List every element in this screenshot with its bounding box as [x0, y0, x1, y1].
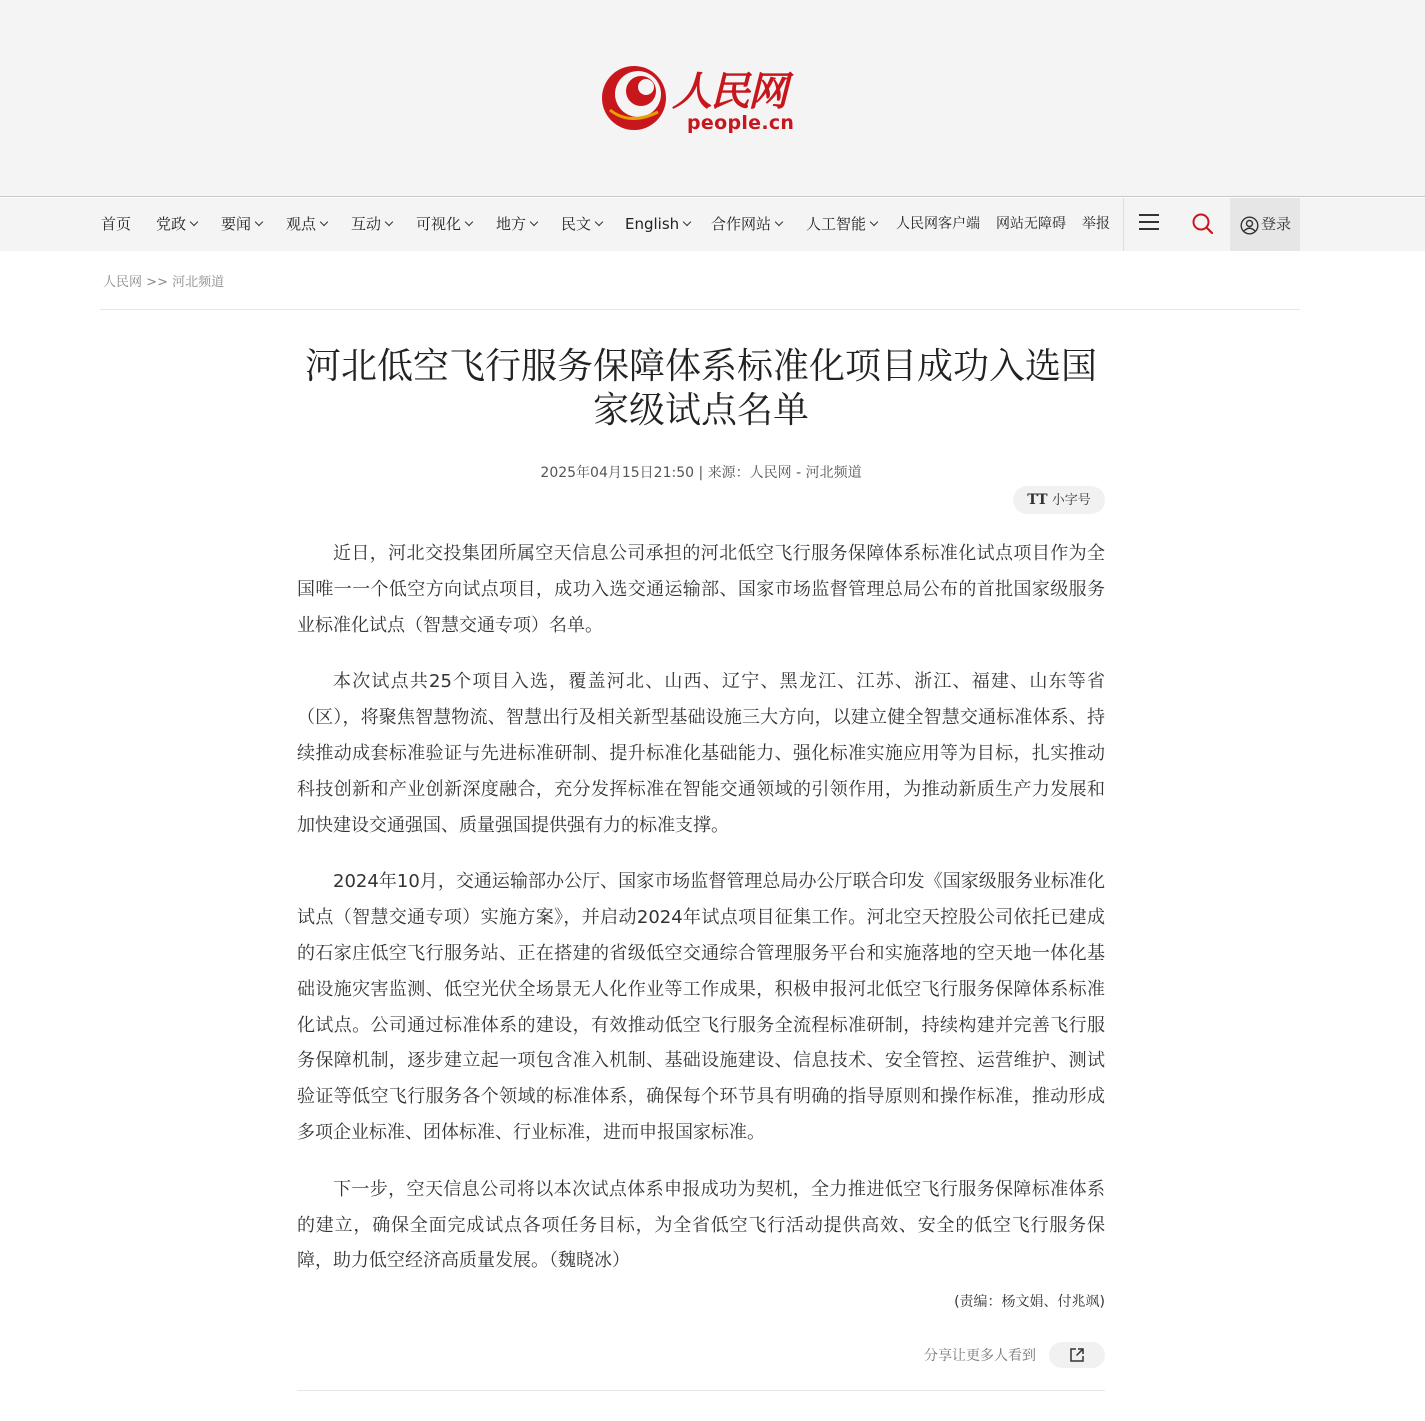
nav-item-ai[interactable]: 人工智能 [806, 198, 877, 251]
divider [297, 1390, 1105, 1391]
divider [100, 309, 1300, 310]
breadcrumb-separator: >> [146, 275, 168, 290]
share-button[interactable] [1049, 1342, 1105, 1368]
logo-swirl-icon [600, 60, 670, 132]
hamburger-icon[interactable] [1139, 214, 1159, 234]
article-paragraph: 近日，河北交投集团所属空天信息公司承担的河北低空飞行服务保障体系标准化试点项目作为全国唯一一个低空方向试点项目，成功入选交通运输部、国家市场监督管理总局公布的首批国家级服务业标准化试点（智慧交通专项）名单。 [297, 543, 1105, 636]
search-icon[interactable] [1190, 211, 1216, 237]
logo-domain: people.cn [687, 112, 795, 134]
nav-item-home[interactable]: 首页 [101, 215, 132, 233]
nav-item-party-gov[interactable]: 党政 [156, 198, 197, 251]
chevron-down-icon [320, 218, 328, 226]
chevron-down-icon [255, 218, 263, 226]
nav-item-interact[interactable]: 互动 [351, 198, 392, 251]
nav-item-report[interactable]: 举报 [1082, 216, 1110, 232]
breadcrumb-home[interactable]: 人民网 [103, 275, 143, 290]
login-button[interactable] [1230, 198, 1300, 251]
nav-item-accessibility[interactable]: 网站无障碍 [996, 216, 1066, 232]
article-meta: 2025年04月15日21:50 | 来源：人民网 - 河北频道 [540, 465, 862, 481]
share-icon [1069, 1347, 1085, 1363]
article-title: 河北低空飞行服务保障体系标准化项目成功入选国家级试点名单 [304, 346, 1097, 431]
nav-item-headlines[interactable]: 要闻 [221, 198, 262, 251]
chevron-down-icon [683, 218, 691, 226]
chevron-down-icon [775, 218, 783, 226]
nav-item-partners[interactable]: 合作网站 [711, 198, 782, 251]
user-icon [1240, 216, 1259, 235]
font-size-label: 小字号 [1051, 493, 1091, 508]
site-header [0, 0, 1425, 197]
breadcrumb [103, 271, 224, 290]
chevron-down-icon [190, 218, 198, 226]
font-size-icon: TT [1027, 492, 1048, 508]
chevron-down-icon [465, 218, 473, 226]
article-editor: (责编：杨文娟、付兆飒) [954, 1294, 1105, 1310]
login-label: 登录 [1261, 215, 1292, 233]
main-nav [0, 198, 1425, 251]
chevron-down-icon [870, 218, 878, 226]
chevron-down-icon [595, 218, 603, 226]
nav-item-visual[interactable]: 可视化 [416, 198, 472, 251]
logo-chinese-name: 人民网 [672, 68, 786, 115]
share-label: 分享让更多人看到 [924, 1348, 1036, 1364]
nav-item-opinion[interactable]: 观点 [286, 198, 327, 251]
nav-item-app[interactable]: 人民网客户端 [896, 216, 980, 232]
chevron-down-icon [385, 218, 393, 226]
article-paragraph: 2024年10月，交通运输部办公厅、国家市场监督管理总局办公厅联合印发《国家级服务业标准化试点（智慧交通专项）实施方案》，并启动2024年试点项目征集工作。河北空天控股公司依托已建成的石家庄低空飞行服务站、正在搭建的省级低空交通综合管理服务平台和实施落地的空天地一体化基础设施灾害监测、低空光伏全场景无人化作业等工作成果，积极申报河北低空飞行服务保障体系标准化试点。公司通过标准体系的建设，有效推动低空飞行服务全流程标准研制，持续构建并完善飞行服务保障机制，逐步建立起一项包含准入机制、基础设施建设、信息技术、安全管控、运营维护、测试验证等低空飞行服务各个领域的标准体系，确保每个环节具有明确的指导原则和操作标准，推动形成多项企业标准、团体标准、行业标准，进而申报国家标准。 [297, 871, 1105, 1143]
article-paragraph: 本次试点共25个项目入选，覆盖河北、山西、辽宁、黑龙江、江苏、浙江、福建、山东等省（区），将聚焦智慧物流、智慧出行及相关新型基础设施三大方向，以建立健全智慧交通标准体系、持续推动成套标准验证与先进标准研制、提升标准化基础能力、强化标准实施应用等为目标，扎实推动科技创新和产业创新深度融合，充分发挥标准在智能交通领域的引领作用，为推动新质生产力发展和加快建设交通强国、质量强国提供强有力的标准支撑。 [297, 671, 1105, 836]
nav-divider [1123, 198, 1124, 251]
nav-item-local[interactable]: 地方 [496, 198, 537, 251]
font-size-toggle-button[interactable] [1013, 486, 1105, 514]
article-body [297, 536, 1105, 1300]
nav-item-english[interactable]: English [625, 198, 690, 251]
breadcrumb-channel[interactable]: 河北频道 [172, 275, 225, 290]
site-logo[interactable] [600, 60, 805, 140]
chevron-down-icon [530, 218, 538, 226]
nav-item-ethnic[interactable]: 民文 [561, 198, 602, 251]
article-paragraph: 下一步，空天信息公司将以本次试点体系申报成功为契机，全力推进低空飞行服务保障标准体系的建立，确保全面完成试点各项任务目标，为全省低空飞行活动提供高效、安全的低空飞行服务保障，助力低空经济高质量发展。（魏晓冰） [297, 1178, 1105, 1272]
